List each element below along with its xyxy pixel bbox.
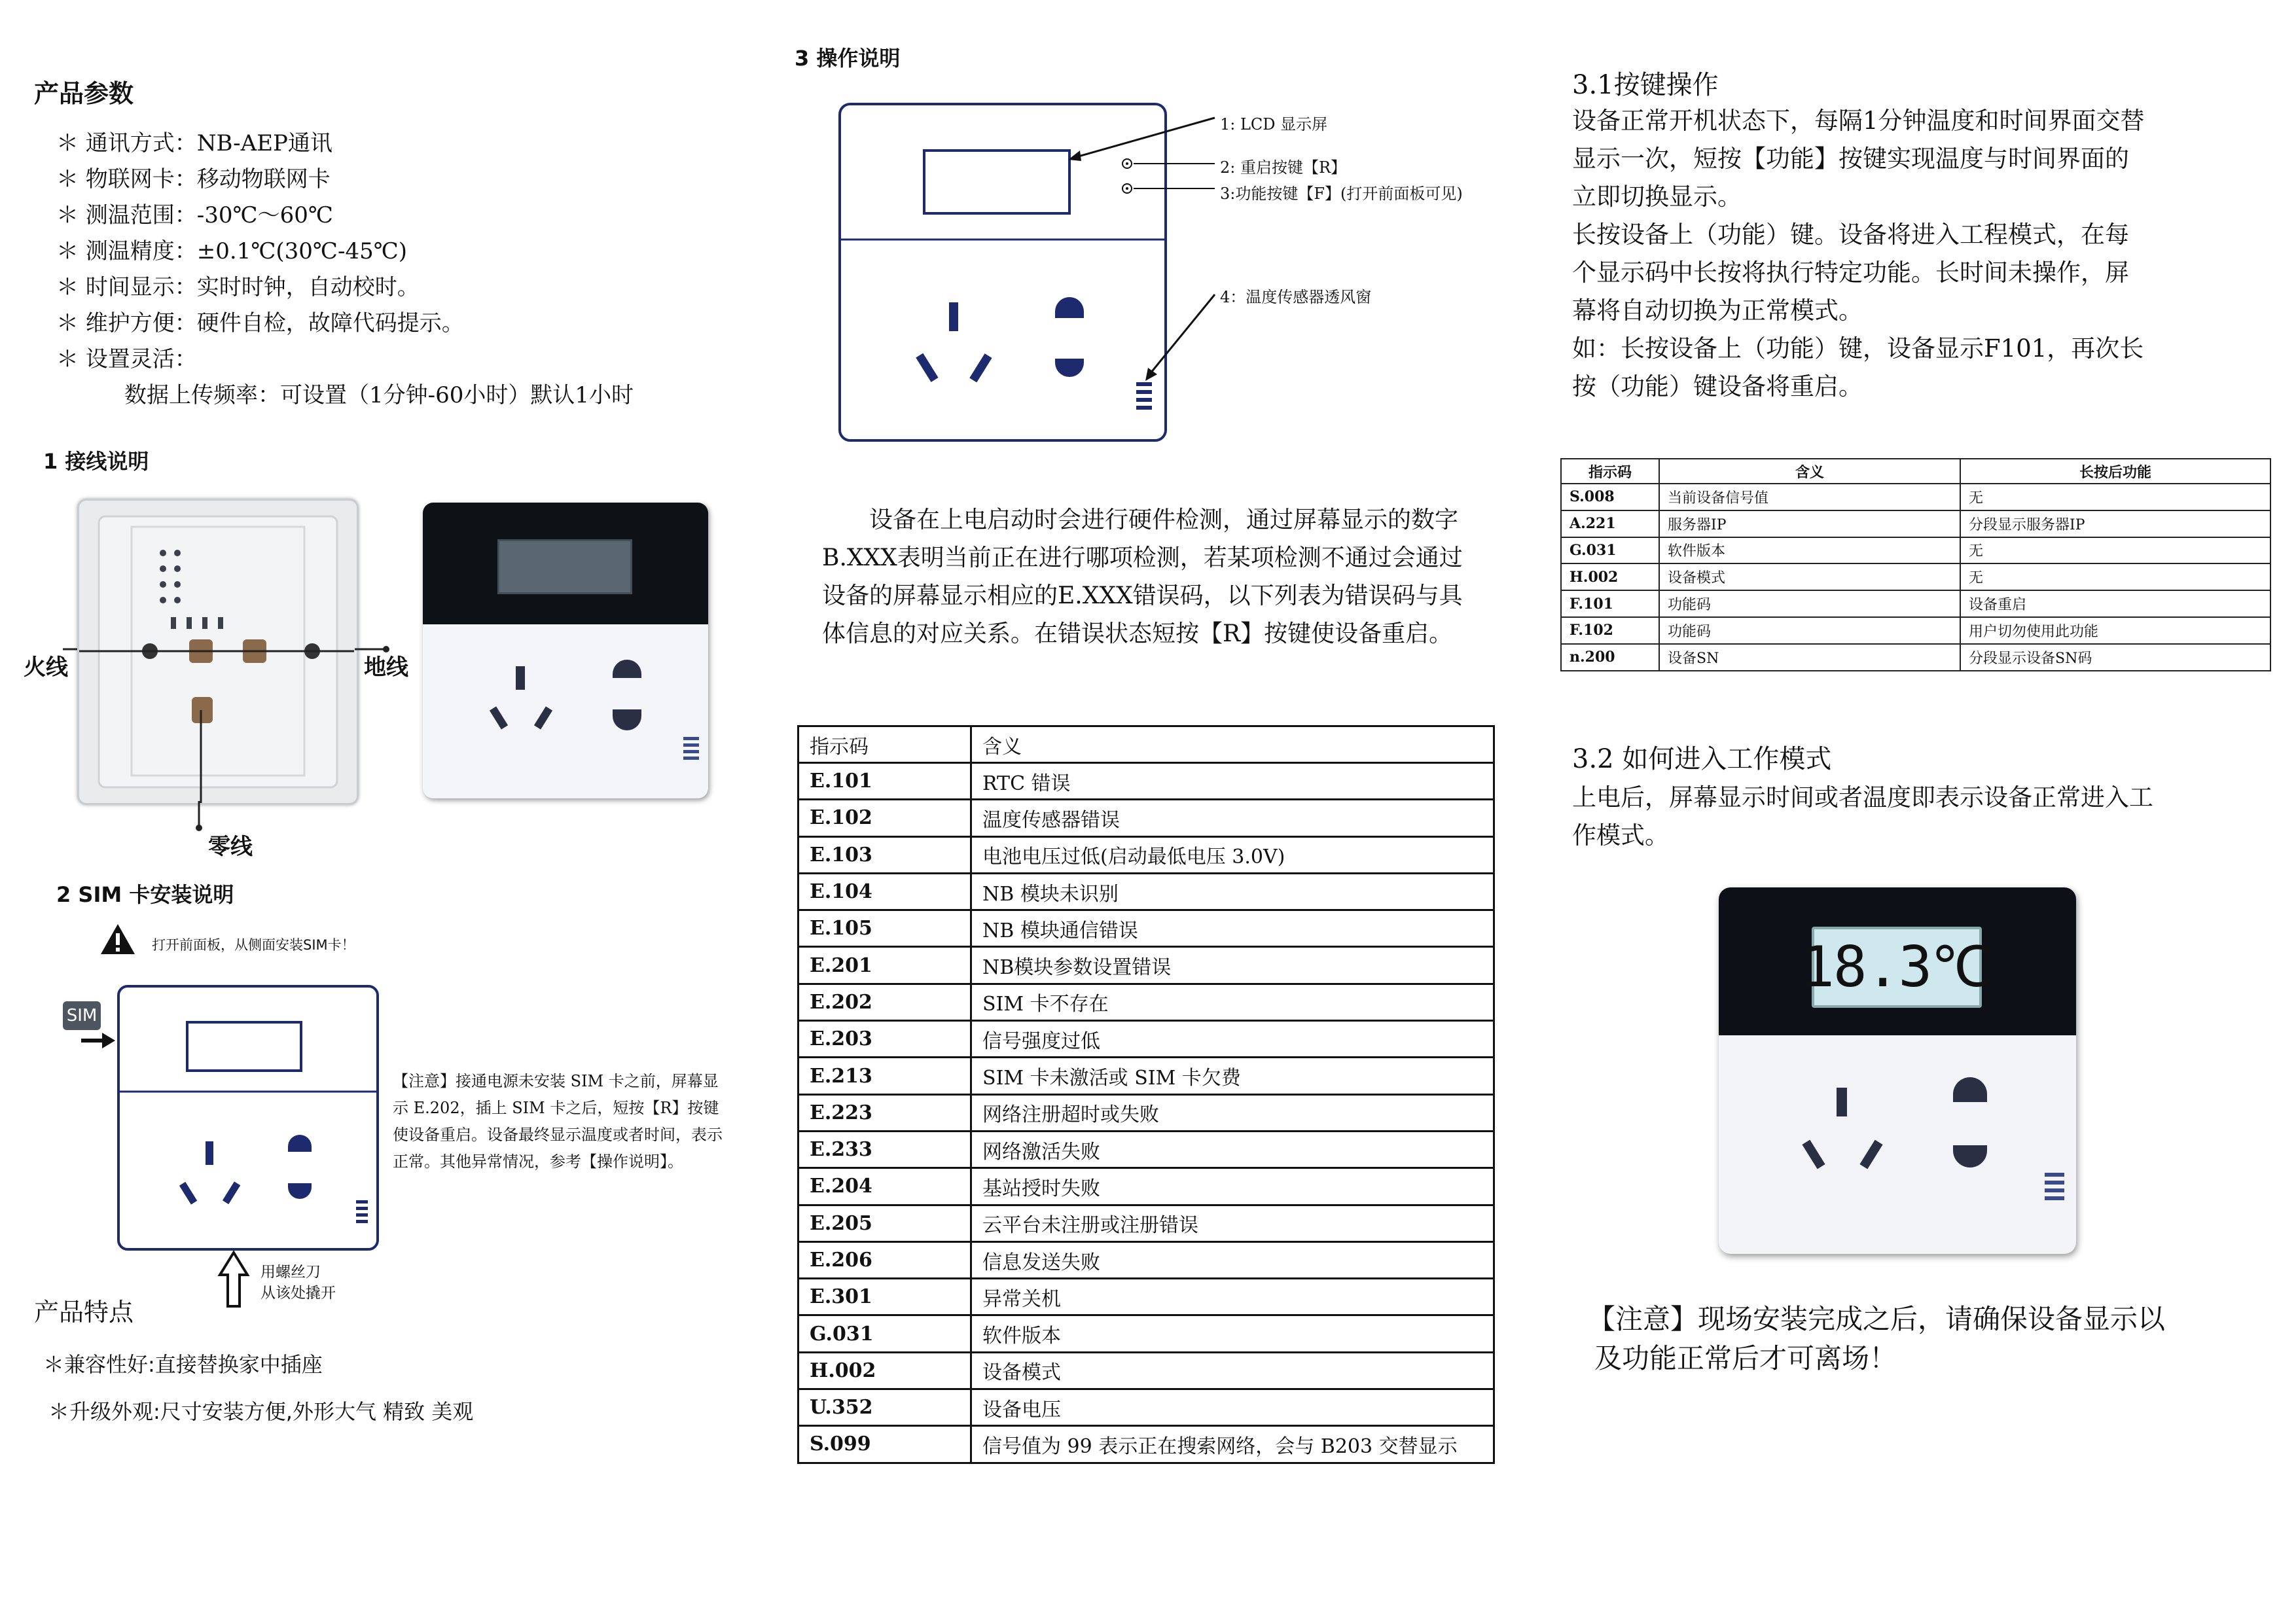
table-row <box>798 1094 1494 1131</box>
sim-device-drawing <box>117 984 380 1253</box>
feature-item: ＊兼容性好:直接替换家中插座 <box>43 1352 323 1377</box>
error-code-table <box>797 725 1495 1464</box>
error-code-cell: E.204 <box>798 1168 971 1205</box>
device-working-socket <box>1719 1035 2076 1254</box>
error-code-cell: S.099 <box>798 1426 971 1463</box>
error-code-cell: G.031 <box>798 1315 971 1352</box>
function-meaning-cell: 软件版本 <box>1659 537 1960 564</box>
error-meaning-cell: 信号值为 99 表示正在搜索网络，会与 B203 交替显示 <box>971 1426 1494 1463</box>
table-header: 指示码 <box>1561 459 1659 484</box>
fire-wire-label: 火线 <box>24 654 68 681</box>
param-item: ＊ 测温精度：±0.1℃(30℃-45℃) <box>56 238 408 264</box>
error-meaning-cell: RTC 错误 <box>971 763 1494 800</box>
neutral-wire-label: 零线 <box>208 834 253 860</box>
param-item: ＊ 时间显示：实时时钟，自动校时。 <box>56 274 420 300</box>
error-meaning-cell: 网络激活失败 <box>971 1131 1494 1168</box>
table-row <box>1561 644 2270 671</box>
screwdriver-line: 从该处撬开 <box>260 1285 336 1302</box>
callout-lines <box>1060 111 1230 399</box>
operation-title: 3 操作说明 <box>795 46 901 71</box>
table-row <box>798 836 1494 873</box>
wiring-title: 1 接线说明 <box>43 449 149 474</box>
table-row <box>1561 510 2270 537</box>
warning-icon <box>99 923 136 955</box>
operation-intro: 设备在上电启动时会进行硬件检测，通过屏幕显示的数字B.XXX表明当前正在进行哪项检测，若某项检测不通过会通过设备的屏幕显示相应的E.XXX错误码，以下列表为错误码与具体信息的对应关系。在错误状态短按【R】按键使设备重启。 <box>822 507 1463 647</box>
table-row <box>1561 617 2270 644</box>
text-line: 如：长按设备上（功能）键，设备显示F101，再次长 <box>1572 334 2144 363</box>
function-code-table <box>1560 458 2271 671</box>
long-press-cell: 分段显示服务器IP <box>1960 510 2270 537</box>
table-row <box>798 1168 1494 1205</box>
function-meaning-cell: 功能码 <box>1659 617 1960 644</box>
sim-card-tag: SIM <box>63 1001 101 1030</box>
error-code-cell: E.203 <box>798 1021 971 1058</box>
device-front-socket <box>423 624 708 798</box>
table-row <box>798 1021 1494 1058</box>
table-row <box>798 1279 1494 1315</box>
ground-wire-label: 地线 <box>364 654 408 681</box>
text-line: 【注意】现场安装完成之后，请确保设备显示以 <box>1588 1303 2166 1335</box>
table-row <box>798 910 1494 947</box>
long-press-cell: 用户切勿使用此功能 <box>1960 617 2270 644</box>
table-header: 长按后功能 <box>1960 459 2270 484</box>
callout-lcd: 1: LCD 显示屏 <box>1220 115 1328 134</box>
error-code-cell: H.002 <box>798 1352 971 1389</box>
function-meaning-cell: 当前设备信号值 <box>1659 484 1960 510</box>
product-params-title: 产品参数 <box>34 79 134 108</box>
callout-function-key: 3:功能按键【F】(打开前面板可见) <box>1220 185 1463 203</box>
sim-title: 2 SIM 卡安装说明 <box>56 882 234 907</box>
function-code-cell: F.101 <box>1561 590 1659 617</box>
sim-warning: 打开前面板，从侧面安装SIM卡！ <box>152 937 355 953</box>
long-press-cell: 设备重启 <box>1960 590 2270 617</box>
product-params-list <box>56 126 634 414</box>
function-meaning-cell: 功能码 <box>1659 590 1960 617</box>
work-mode-title: 3.2 如何进入工作模式 <box>1572 744 1832 774</box>
text-line: 上电后，屏幕显示时间或者温度即表示设备正常进入工 <box>1572 783 2153 812</box>
text-line: 作模式。 <box>1572 821 1669 849</box>
text-line: 显示一次，短按【功能】按键实现温度与时间界面的 <box>1572 145 2129 173</box>
function-meaning-cell: 服务器IP <box>1659 510 1960 537</box>
function-code-cell: F.102 <box>1561 617 1659 644</box>
table-header: 指示码 <box>798 726 971 763</box>
error-code-cell: E.201 <box>798 947 971 984</box>
button-ops-text <box>1572 102 2145 406</box>
feature-item: ＊升级外观:尺寸安装方便,外形大气 精致 美观 <box>48 1399 474 1424</box>
callout-restart-key: 2: 重启按键【R】 <box>1220 158 1347 177</box>
arrow-up-icon <box>217 1250 250 1309</box>
table-row <box>798 1205 1494 1241</box>
table-row <box>798 984 1494 1020</box>
function-code-table-body <box>1561 459 2270 671</box>
error-code-table-body <box>798 726 1494 1463</box>
error-code-cell: E.103 <box>798 836 971 873</box>
table-header-row <box>1561 459 2270 484</box>
table-row <box>1561 484 2270 510</box>
table-row <box>798 1315 1494 1352</box>
table-row <box>1561 563 2270 590</box>
table-header: 含义 <box>971 726 1494 763</box>
error-meaning-cell: 电池电压过低(启动最低电压 3.0V) <box>971 836 1494 873</box>
error-meaning-cell: 异常关机 <box>971 1279 1494 1315</box>
error-code-cell: E.202 <box>798 984 971 1020</box>
upload-rate: 数据上传频率：可设置（1分钟-60小时）默认1小时 <box>124 382 634 408</box>
long-press-cell: 无 <box>1960 537 2270 564</box>
error-code-cell: E.101 <box>798 763 971 800</box>
function-code-cell: A.221 <box>1561 510 1659 537</box>
error-meaning-cell: NB模块参数设置错误 <box>971 947 1494 984</box>
button-ops-title: 3.1按键操作 <box>1572 70 1719 100</box>
function-meaning-cell: 设备SN <box>1659 644 1960 671</box>
function-code-cell: n.200 <box>1561 644 1659 671</box>
error-code-cell: E.205 <box>798 1205 971 1241</box>
sim-note: 【注意】接通电源未安装 SIM 卡之前，屏幕显示 E.202，插上 SIM 卡之后，短按【R】按键使设备重启。设备最终显示温度或者时间，表示正常。其他异常情况，参考【操作说明】。 <box>393 1072 723 1171</box>
error-code-cell: E.213 <box>798 1058 971 1094</box>
device-front-photo <box>423 503 708 798</box>
error-meaning-cell: 信号强度过低 <box>971 1021 1494 1058</box>
text-line: 设备正常开机状态下，每隔1分钟温度和时间界面交替 <box>1572 107 2145 135</box>
error-meaning-cell: 温度传感器错误 <box>971 800 1494 836</box>
function-code-cell: G.031 <box>1561 537 1659 564</box>
error-code-cell: E.223 <box>798 1094 971 1131</box>
table-header: 含义 <box>1659 459 1960 484</box>
error-meaning-cell: 设备电压 <box>971 1389 1494 1426</box>
text-line: 长按设备上（功能）键。设备将进入工程模式，在每 <box>1572 221 2129 249</box>
param-item: ＊ 设置灵活： <box>56 346 197 372</box>
text-line: 个显示码中长按将执行特定功能。长时间未操作，屏 <box>1572 259 2129 287</box>
table-row <box>798 1058 1494 1094</box>
table-row <box>798 1241 1494 1278</box>
table-row <box>798 1389 1494 1426</box>
long-press-cell: 分段显示设备SN码 <box>1960 644 2270 671</box>
table-row <box>1561 590 2270 617</box>
table-row <box>798 1131 1494 1168</box>
lcd-display: 18.3℃ <box>1812 927 1982 1008</box>
error-code-cell: E.301 <box>798 1279 971 1315</box>
device-working-photo <box>1719 887 2076 1254</box>
function-code-cell: H.002 <box>1561 563 1659 590</box>
error-code-cell: U.352 <box>798 1389 971 1426</box>
error-meaning-cell: 信息发送失败 <box>971 1241 1494 1278</box>
callout-sensor-vent: 4：温度传感器透风窗 <box>1220 288 1372 306</box>
arrow-right-icon <box>79 1027 118 1054</box>
text-line: 幕将自动切换为正常模式。 <box>1572 296 1863 325</box>
table-row <box>798 763 1494 800</box>
final-note <box>1588 1300 2165 1378</box>
text-line: 按（功能）键设备将重启。 <box>1572 372 1863 401</box>
table-row <box>1561 537 2270 564</box>
table-row <box>798 1352 1494 1389</box>
error-code-cell: E.104 <box>798 873 971 910</box>
function-code-cell: S.008 <box>1561 484 1659 510</box>
param-item: ＊ 通讯方式：NB-AEP通讯 <box>56 130 332 156</box>
table-row <box>798 873 1494 910</box>
screwdriver-line: 用螺丝刀 <box>260 1264 321 1281</box>
error-meaning-cell: 云平台未注册或注册错误 <box>971 1205 1494 1241</box>
work-mode-text <box>1572 779 2153 855</box>
error-meaning-cell: 软件版本 <box>971 1315 1494 1352</box>
error-code-cell: E.233 <box>798 1131 971 1168</box>
error-meaning-cell: SIM 卡未激活或 SIM 卡欠费 <box>971 1058 1494 1094</box>
wiring-leader-lines <box>0 628 419 851</box>
table-row <box>798 800 1494 836</box>
table-row <box>798 947 1494 984</box>
param-item: ＊ 物联网卡：移动物联网卡 <box>56 166 331 192</box>
error-meaning-cell: NB 模块未识别 <box>971 873 1494 910</box>
screwdriver-note <box>260 1262 336 1304</box>
param-item: ＊ 维护方便：硬件自检，故障代码提示。 <box>56 310 464 336</box>
error-meaning-cell: 网络注册超时或失败 <box>971 1094 1494 1131</box>
error-code-cell: E.102 <box>798 800 971 836</box>
param-item: ＊ 测温范围：-30℃～60℃ <box>56 202 333 228</box>
table-header-row <box>798 726 1494 763</box>
error-code-cell: E.206 <box>798 1241 971 1278</box>
error-code-cell: E.105 <box>798 910 971 947</box>
function-meaning-cell: 设备模式 <box>1659 563 1960 590</box>
error-meaning-cell: NB 模块通信错误 <box>971 910 1494 947</box>
text-line: 立即切换显示。 <box>1572 183 1742 211</box>
text-line: 及功能正常后才可离场！ <box>1594 1342 1897 1374</box>
long-press-cell: 无 <box>1960 563 2270 590</box>
long-press-cell: 无 <box>1960 484 2270 510</box>
error-meaning-cell: 设备模式 <box>971 1352 1494 1389</box>
error-meaning-cell: SIM 卡不存在 <box>971 984 1494 1020</box>
table-row <box>798 1426 1494 1463</box>
features-title: 产品特点 <box>34 1298 134 1327</box>
error-meaning-cell: 基站授时失败 <box>971 1168 1494 1205</box>
